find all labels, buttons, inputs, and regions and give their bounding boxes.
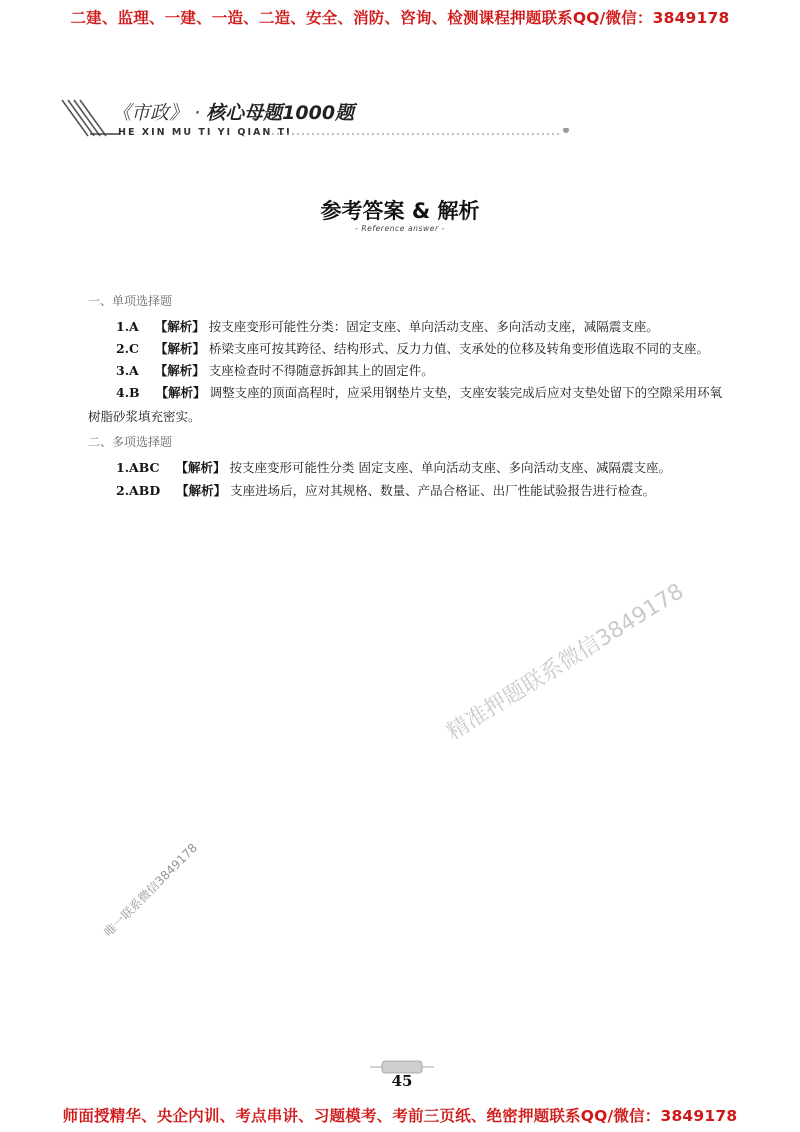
answer-number: 2.ABD (116, 483, 161, 498)
book-title-main: 《市政》 (112, 102, 189, 124)
answer-item (88, 479, 728, 503)
page-subtitle: - Reference answer - (355, 224, 445, 233)
answer-number: 4.B (116, 385, 140, 400)
book-title-pinyin: HE XIN MU TI YI QIAN TI (118, 127, 292, 138)
book-title: 《市政》 · 核心母题1000题 (112, 102, 355, 124)
answer-text: 按支座变形可能性分类：固定支座、单向活动支座、多向活动支座，减隔震支座。 (208, 319, 659, 334)
answer-item (88, 381, 728, 429)
answer-text: 支座检查时不得随意拆卸其上的固定件。 (208, 363, 434, 378)
analysis-tag: 【解析】 (154, 341, 205, 356)
analysis-tag: 【解析】 (155, 385, 206, 400)
top-banner: 二建、监理、一建、一造、二造、安全、消防、咨询、检测课程押题联系QQ/微信：3849178 (70, 9, 730, 27)
bottom-banner: 师面授精华、央企内训、考点串讲、习题模考、考前三页纸、绝密押题联系QQ/微信：3849178 (62, 1107, 738, 1125)
answer-number: 2.C (116, 341, 139, 356)
section-heading-single-choice: 一、单项选择题 (88, 294, 173, 308)
answer-number: 3.A (116, 363, 139, 378)
header-stripes-decoration (60, 96, 120, 140)
answer-item (88, 456, 728, 480)
answer-number: 1.ABC (116, 460, 160, 475)
answer-item (88, 315, 728, 339)
analysis-tag: 【解析】 (154, 319, 205, 334)
page-number: 45 (391, 1072, 413, 1090)
analysis-tag: 【解析】 (176, 483, 227, 498)
answer-item (88, 337, 728, 361)
answer-text: 支座进场后，应对其规格、数量、产品合格证、出厂性能试验报告进行检查。 (230, 483, 656, 498)
answer-number: 1.A (116, 319, 139, 334)
section-heading-multiple-choice: 二、多项选择题 (88, 435, 173, 449)
answer-text: 桥梁支座可按其跨径、结构形式、反力力值、支承处的位移及转角变形值选取不同的支座。 (208, 341, 709, 356)
watermark-main: 精准押题联系微信3849178 (442, 579, 689, 746)
answer-text: 按支座变形可能性分类 固定支座、单向活动支座、多向活动支座、减隔震支座。 (229, 460, 671, 475)
analysis-tag: 【解析】 (175, 460, 226, 475)
analysis-tag: 【解析】 (154, 363, 205, 378)
page-title: 参考答案 & 解析 (320, 199, 480, 223)
answer-text: 调整支座的顶面高程时，应采用钢垫片支垫，支座安装完成后应对支垫处留下的空隙采用环氧树脂砂浆填充密实。 (88, 385, 723, 424)
watermark-side: 唯一联系微信3849178 (101, 840, 201, 940)
book-title-sub: 核心母题1000题 (206, 102, 355, 124)
header-dotted-rule (272, 128, 572, 140)
answer-item (88, 359, 728, 383)
